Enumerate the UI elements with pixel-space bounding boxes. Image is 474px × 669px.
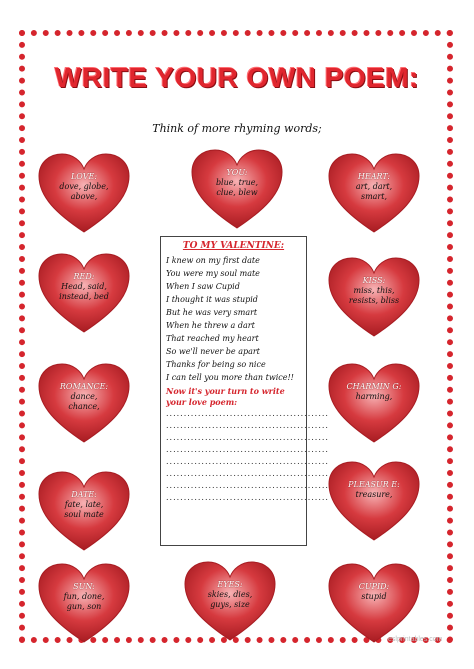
heart-label: CUPID:: [358, 582, 390, 591]
heart-rhyme-words: resists, bliss: [348, 296, 400, 305]
heart-text: [197, 580, 263, 610]
heart-text: [341, 276, 407, 306]
heart-2: [190, 148, 284, 232]
heart-text: [341, 582, 407, 602]
heart-rhyme-words: chance,: [68, 402, 100, 411]
heart-1: [37, 152, 131, 236]
heart-text: [341, 172, 407, 202]
poem-line: I knew on my first date: [166, 256, 260, 265]
heart-icon: [327, 562, 421, 646]
heart-8: [37, 470, 131, 554]
heart-text: [51, 382, 117, 412]
heart-rhyme-words: Head, said,: [61, 282, 107, 291]
heart-label: DATE:: [71, 490, 97, 499]
worksheet-subtitle: Think of more rhyming words;: [152, 122, 322, 135]
heart-text: [341, 382, 407, 402]
heart-label: SUN:: [73, 582, 95, 591]
heart-rhyme-words: fate, late,: [64, 500, 104, 509]
heart-rhyme-words: blue, true,: [215, 178, 259, 187]
heart-rhyme-words: soul mate: [64, 510, 104, 519]
heart-label: ROMANCE:: [59, 382, 109, 391]
heart-text: [204, 168, 270, 198]
poem-line: Thanks for being so nice: [166, 360, 266, 369]
writing-line[interactable]: ..............................................: [166, 481, 329, 490]
poem-line: But he was very smart: [166, 308, 258, 317]
poem-prompt: Now it's your turn to write your love poem:: [166, 386, 285, 407]
heart-rhyme-words: dove, globe,: [59, 182, 109, 191]
poem-line: When he threw a dart: [166, 321, 255, 330]
heart-label: RED:: [73, 272, 95, 281]
heart-rhyme-words: guys, size: [210, 600, 250, 609]
heart-5: [327, 256, 421, 340]
heart-rhyme-words: harming,: [355, 392, 393, 401]
heart-rhyme-words: instead, bed: [59, 292, 109, 301]
watermark: eslprintables.com: [388, 636, 443, 643]
poem-box: [160, 236, 329, 546]
heart-7: [327, 362, 421, 446]
poem-lines: [166, 254, 301, 384]
poem-blank-lines: [166, 408, 329, 504]
poem-line: I thought it was stupid: [166, 295, 258, 304]
heart-label: LOVE:: [70, 172, 98, 181]
heart-3: [327, 152, 421, 236]
heart-rhyme-words: miss, this,: [353, 286, 395, 295]
heart-label: PLEASUR E:: [348, 480, 400, 489]
heart-text: [51, 272, 117, 302]
writing-line[interactable]: ..............................................: [166, 409, 329, 418]
heart-label: YOU:: [226, 168, 248, 177]
heart-12: [327, 562, 421, 646]
heart-rhyme-words: fun, done,: [63, 592, 105, 601]
poem-line: You were my soul mate: [166, 269, 260, 278]
poem-line: That reached my heart: [166, 334, 259, 343]
heart-rhyme-words: skies, dies,: [207, 590, 253, 599]
poem-line: So we'll never be apart: [166, 347, 260, 356]
poem-title: TO MY VALENTINE:: [182, 241, 285, 251]
heart-rhyme-words: treasure,: [355, 490, 393, 499]
heart-rhyme-words: clue, blew: [216, 188, 258, 197]
heart-text: [51, 490, 117, 520]
heart-rhyme-words: gun, son: [66, 602, 102, 611]
heart-4: [37, 252, 131, 336]
heart-text: [51, 172, 117, 202]
heart-6: [37, 362, 131, 446]
writing-line[interactable]: ..............................................: [166, 493, 329, 502]
writing-line[interactable]: ..............................................: [166, 433, 329, 442]
heart-label: CHARMIN G:: [346, 382, 402, 391]
heart-11: [183, 560, 277, 644]
heart-label: EYES:: [217, 580, 243, 589]
heart-10: [37, 562, 131, 646]
heart-icon: [327, 362, 421, 446]
writing-line[interactable]: ..............................................: [166, 421, 329, 430]
worksheet-title: WRITE YOUR OWN POEM:: [54, 62, 420, 93]
heart-rhyme-words: stupid: [361, 592, 387, 601]
heart-rhyme-words: above,: [70, 192, 98, 201]
writing-line[interactable]: ..............................................: [166, 457, 329, 466]
poem-line: I can tell you more than twice!!: [166, 373, 294, 382]
heart-icon: [327, 460, 421, 544]
poem-line: When I saw Cupid: [166, 282, 240, 291]
heart-9: [327, 460, 421, 544]
heart-label: KISS:: [362, 276, 386, 285]
heart-rhyme-words: smart,: [360, 192, 388, 201]
heart-label: HEART:: [357, 172, 391, 181]
heart-text: [341, 480, 407, 500]
heart-rhyme-words: dance,: [70, 392, 98, 401]
heart-text: [51, 582, 117, 612]
writing-line[interactable]: ..............................................: [166, 469, 329, 478]
heart-rhyme-words: art, dart,: [355, 182, 393, 191]
writing-line[interactable]: ..............................................: [166, 445, 329, 454]
